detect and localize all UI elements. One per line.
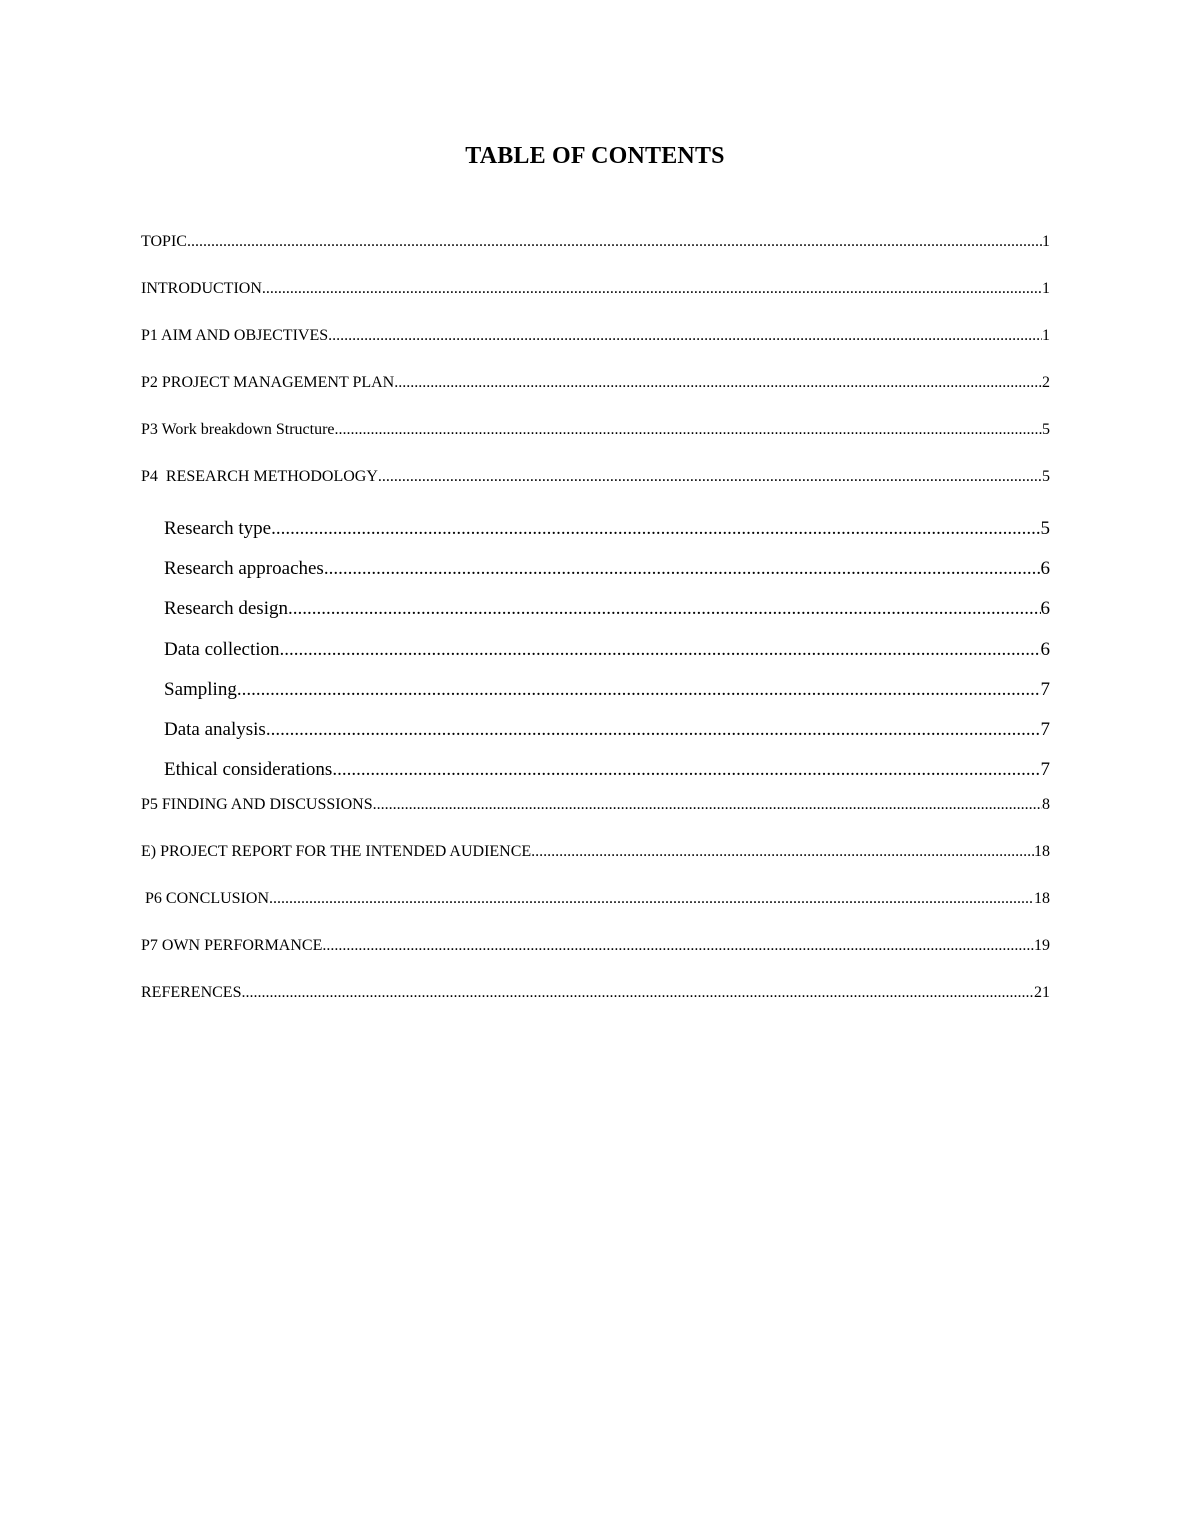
toc-entry-label: Data analysis — [164, 719, 266, 740]
toc-entry-page-number: 6 — [1040, 639, 1050, 660]
dot-leader — [288, 595, 1041, 623]
dot-leader — [531, 843, 1034, 861]
toc-entry-label: Research type — [164, 518, 272, 539]
dot-leader — [271, 515, 1040, 543]
toc-entry-page-number: 7 — [1040, 719, 1050, 740]
toc-entry-label: Data collection — [164, 639, 280, 660]
dot-leader — [394, 374, 1042, 392]
toc-entry-label: REFERENCES — [141, 984, 242, 1001]
toc-entry-label: Sampling — [164, 679, 237, 700]
toc-entry-page-number: 7 — [1040, 759, 1050, 780]
toc-entry-aim-and-objectives[interactable] — [141, 327, 1050, 345]
toc-entry-research-approaches[interactable] — [164, 555, 1050, 583]
toc-entry-page-number: 2 — [1042, 374, 1050, 391]
toc-entry-label: P6 CONCLUSION — [141, 890, 270, 907]
dot-leader — [262, 280, 1042, 298]
dot-leader — [269, 890, 1034, 908]
toc-entry-page-number: 18 — [1034, 843, 1050, 860]
toc-entry-page-number: 1 — [1042, 327, 1050, 344]
toc-entry-research-methodology[interactable] — [141, 468, 1050, 486]
toc-entry-page-number: 5 — [1040, 518, 1050, 539]
dot-leader — [373, 796, 1042, 814]
toc-entry-page-number: 5 — [1042, 421, 1050, 438]
toc-entry-label: P7 OWN PERFORMANCE — [141, 937, 323, 954]
toc-entry-research-design[interactable] — [164, 595, 1050, 623]
toc-entry-page-number: 1 — [1042, 233, 1050, 250]
dot-leader — [237, 676, 1041, 704]
toc-entry-label: E) PROJECT REPORT FOR THE INTENDED AUDIENCE — [141, 843, 532, 860]
toc-entry-own-performance[interactable] — [141, 937, 1050, 955]
dot-leader — [322, 937, 1034, 955]
toc-entry-sampling[interactable] — [164, 676, 1050, 704]
dot-leader — [332, 756, 1040, 784]
toc-entry-label: Research approaches — [164, 558, 324, 579]
toc-entry-page-number: 6 — [1040, 598, 1050, 619]
toc-entry-label: P3 Work breakdown Structure — [141, 421, 335, 438]
toc-entry-finding-and-discussions[interactable] — [141, 796, 1050, 814]
dot-leader — [266, 716, 1041, 744]
toc-entry-label: INTRODUCTION — [141, 280, 262, 297]
toc-entry-project-management-plan[interactable] — [141, 374, 1050, 392]
dot-leader — [241, 984, 1034, 1002]
toc-title: TABLE OF CONTENTS — [465, 143, 725, 169]
toc-entry-page-number: 7 — [1040, 679, 1050, 700]
toc-entry-page-number: 5 — [1042, 468, 1050, 485]
toc-entry-page-number: 19 — [1034, 937, 1050, 954]
toc-entry-conclusion[interactable] — [141, 890, 1050, 908]
toc-entry-introduction[interactable] — [141, 280, 1050, 298]
toc-entry-page-number: 18 — [1034, 890, 1050, 907]
toc-entry-label: P1 AIM AND OBJECTIVES — [141, 327, 329, 344]
toc-entry-label: P4 RESEARCH METHODOLOGY — [141, 468, 378, 485]
toc-entry-label: Ethical considerations — [164, 759, 333, 780]
toc-entry-references[interactable] — [141, 984, 1050, 1002]
toc-entry-label: Research design — [164, 598, 288, 619]
toc-entry-label: P2 PROJECT MANAGEMENT PLAN — [141, 374, 395, 391]
dot-leader — [324, 555, 1041, 583]
toc-entry-data-analysis[interactable] — [164, 716, 1050, 744]
toc-entry-ethical-considerations[interactable] — [164, 756, 1050, 784]
toc-entry-page-number: 21 — [1034, 984, 1050, 1001]
toc-entry-data-collection[interactable] — [164, 636, 1050, 664]
dot-leader — [335, 421, 1043, 439]
toc-entry-label: TOPIC — [141, 233, 187, 250]
toc-entry-work-breakdown-structure[interactable] — [141, 421, 1050, 439]
toc-entry-topic[interactable] — [141, 233, 1050, 251]
toc-entry-project-report[interactable] — [141, 843, 1050, 861]
toc-entry-page-number: 1 — [1042, 280, 1050, 297]
toc-entry-page-number: 6 — [1040, 558, 1050, 579]
toc-entry-research-type[interactable] — [164, 515, 1050, 543]
dot-leader — [328, 327, 1042, 345]
toc-entry-page-number: 8 — [1042, 796, 1050, 813]
dot-leader — [378, 468, 1042, 486]
toc-entry-label: P5 FINDING AND DISCUSSIONS — [141, 796, 373, 813]
dot-leader — [280, 636, 1041, 664]
dot-leader — [187, 233, 1042, 251]
